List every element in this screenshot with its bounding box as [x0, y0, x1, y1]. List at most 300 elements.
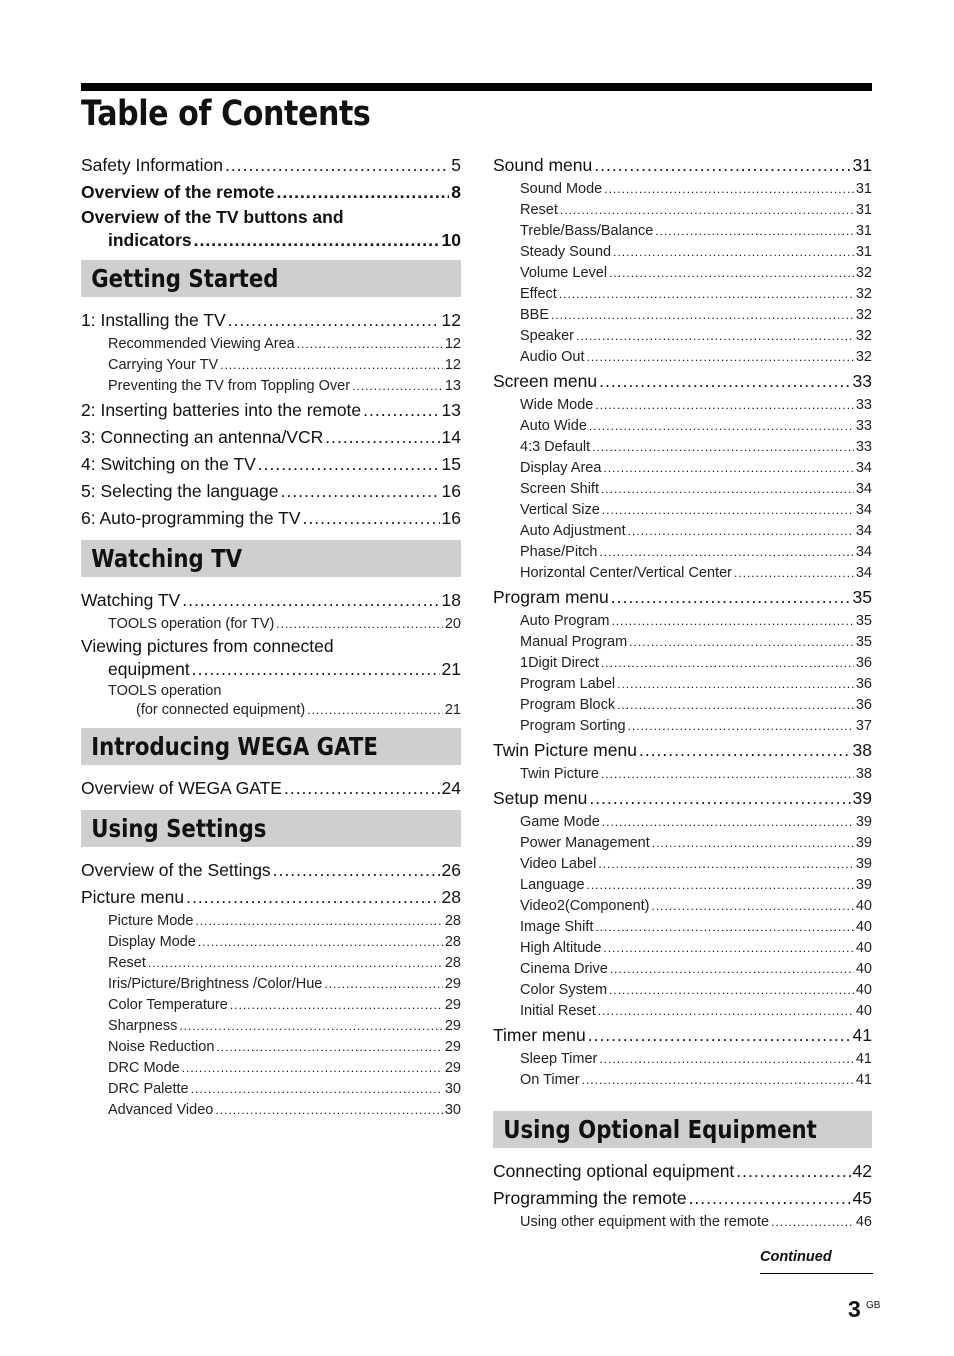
- toc-entry-title: (for connected equipment): [136, 702, 306, 718]
- toc-entry-title: Horizontal Center/Vertical Center: [520, 565, 732, 581]
- continued-label: Continued: [760, 1249, 832, 1265]
- toc-subentry[interactable]: [493, 875, 872, 896]
- toc-entry-title: Auto Program: [520, 613, 610, 629]
- leader-dots: [639, 737, 851, 764]
- toc-subentry[interactable]: [493, 200, 872, 221]
- toc-entry-page: 13: [441, 400, 461, 420]
- toc-subentry[interactable]: [493, 284, 872, 305]
- toc-entry-title: Program Block: [520, 697, 616, 713]
- leader-dots: [215, 1100, 443, 1121]
- toc-entry-page: 10: [441, 230, 461, 250]
- toc-entry-page: 12: [444, 357, 461, 373]
- toc-entry-title: 5: Selecting the language: [81, 481, 279, 501]
- leader-dots: [284, 775, 440, 802]
- toc-entry[interactable]: [493, 737, 872, 764]
- toc-entry-title: Reset: [520, 202, 558, 218]
- leader-dots: [689, 1185, 851, 1212]
- toc-entry-page: 33: [855, 418, 872, 434]
- toc-entry-page: 16: [441, 508, 461, 528]
- toc-entry[interactable]: [493, 785, 872, 812]
- toc-entry-page: 38: [852, 740, 872, 760]
- toc-subentry[interactable]: [493, 959, 872, 980]
- leader-dots: [303, 505, 440, 532]
- toc-entry-title: Noise Reduction: [108, 1039, 215, 1055]
- toc-entry[interactable]: [81, 152, 461, 179]
- toc-subentry[interactable]: [493, 1070, 872, 1091]
- toc-subentry[interactable]: [493, 632, 872, 653]
- toc-entry-title: Audio Out: [520, 349, 585, 365]
- toc-entry-page: 30: [444, 1102, 461, 1118]
- toc-entry-title: Display Mode: [108, 934, 196, 950]
- toc-entry[interactable]: [81, 397, 461, 424]
- toc-entry-page: 30: [444, 1081, 461, 1097]
- leader-dots: [589, 416, 854, 437]
- toc-entry-title: 3: Connecting an antenna/VCR: [81, 427, 324, 447]
- toc-entry-page: 31: [855, 223, 872, 239]
- toc-entry-title: Connecting optional equipment: [493, 1161, 735, 1181]
- toc-subentry[interactable]: [493, 716, 872, 737]
- toc-entry-title: High Altitude: [520, 940, 602, 956]
- toc-subentry[interactable]: [493, 563, 872, 584]
- leader-dots: [603, 458, 853, 479]
- toc-subentry[interactable]: [493, 458, 872, 479]
- toc-group-using-settings: [81, 857, 461, 1121]
- leader-dots: [582, 1070, 854, 1091]
- toc-entry-title: Advanced Video: [108, 1102, 214, 1118]
- leader-dots: [629, 632, 854, 653]
- toc-group-menus: [493, 152, 872, 1091]
- toc-entry-title: Overview of the remote: [81, 182, 275, 202]
- toc-entry-page: 40: [855, 1003, 872, 1019]
- toc-entry-title: Vertical Size: [520, 502, 600, 518]
- toc-entry-page: 46: [855, 1214, 872, 1230]
- leader-dots: [599, 368, 850, 395]
- leader-dots: [587, 347, 854, 368]
- toc-entry-page: 31: [855, 181, 872, 197]
- toc-entry[interactable]: [81, 307, 461, 334]
- toc-entry-title: indicators: [108, 230, 192, 250]
- toc-entry-title: 1Digit Direct: [520, 655, 599, 671]
- toc-entry-title: Power Management: [520, 835, 650, 851]
- toc-entry-page: 33: [855, 397, 872, 413]
- leader-dots: [595, 395, 854, 416]
- toc-subentry[interactable]: [493, 980, 872, 1001]
- toc-entry[interactable]: [493, 1185, 872, 1212]
- toc-entry-page: 26: [441, 860, 461, 880]
- leader-dots: [599, 1049, 853, 1070]
- leader-dots: [617, 674, 854, 695]
- toc-subentry[interactable]: [493, 611, 872, 632]
- toc-subentry[interactable]: [81, 995, 461, 1016]
- toc-entry-page: 34: [855, 565, 872, 581]
- page-number: 3: [848, 1296, 861, 1322]
- toc-subentry-wrap-line1[interactable]: TOOLS operation: [108, 683, 222, 699]
- toc-entry-title: Auto Wide: [520, 418, 587, 434]
- toc-group-watching-tv: [81, 587, 461, 635]
- toc-entry-title: Watching TV: [81, 590, 181, 610]
- toc-entry[interactable]: [493, 368, 872, 395]
- toc-entry[interactable]: [493, 152, 872, 179]
- toc-entry-page: 40: [855, 940, 872, 956]
- toc-subentry[interactable]: [493, 854, 872, 875]
- leader-dots: [559, 284, 854, 305]
- toc-entry-title: Twin Picture menu: [493, 740, 637, 760]
- toc-entry-title: Reset: [108, 955, 146, 971]
- toc-subentry[interactable]: [81, 376, 461, 397]
- leader-dots: [602, 812, 854, 833]
- toc-subentry[interactable]: [81, 701, 461, 720]
- toc-entry-page: 39: [852, 788, 872, 808]
- leader-dots: [771, 1212, 854, 1233]
- toc-entry-page: 41: [855, 1051, 872, 1067]
- toc-entry-page: 41: [855, 1072, 872, 1088]
- leader-dots: [216, 1037, 442, 1058]
- toc-subentry[interactable]: [81, 1100, 461, 1121]
- leader-dots: [601, 653, 854, 674]
- toc-subentry[interactable]: [493, 764, 872, 785]
- leader-dots: [324, 974, 443, 995]
- leader-dots: [194, 229, 440, 252]
- section-title: Introducing WEGA GATE: [91, 732, 378, 761]
- toc-subentry[interactable]: [81, 1016, 461, 1037]
- toc-entry-page: 35: [855, 634, 872, 650]
- toc-subentry[interactable]: [493, 674, 872, 695]
- leader-dots: [551, 305, 854, 326]
- leader-dots: [179, 1016, 443, 1037]
- leader-dots: [198, 932, 443, 953]
- toc-subentry[interactable]: [81, 334, 461, 355]
- toc-entry-title: 6: Auto-programming the TV: [81, 508, 301, 528]
- toc-subentry[interactable]: [493, 521, 872, 542]
- toc-subentry[interactable]: [493, 326, 872, 347]
- toc-entry-page: 39: [855, 814, 872, 830]
- toc-entry-page: 40: [855, 982, 872, 998]
- toc-entry-page: 29: [444, 976, 461, 992]
- toc-subentry[interactable]: [493, 305, 872, 326]
- toc-entry-title: Twin Picture: [520, 766, 599, 782]
- page-suffix: GB: [866, 1300, 881, 1311]
- toc-subentry[interactable]: [81, 355, 461, 376]
- leader-dots: [609, 263, 854, 284]
- toc-left-column: [81, 152, 461, 1121]
- toc-entry-page: 28: [444, 955, 461, 971]
- leader-dots: [598, 854, 854, 875]
- toc-subentry[interactable]: [81, 1037, 461, 1058]
- top-rule: [81, 83, 872, 91]
- toc-entry-page: 42: [852, 1161, 872, 1181]
- toc-entry-page: 32: [855, 328, 872, 344]
- leader-dots: [602, 500, 854, 521]
- toc-entry-page: 39: [855, 835, 872, 851]
- leader-dots: [192, 658, 440, 681]
- leader-dots: [598, 1001, 854, 1022]
- toc-entry-title: Treble/Bass/Balance: [520, 223, 654, 239]
- leader-dots: [281, 478, 440, 505]
- toc-entry[interactable]: [493, 1158, 872, 1185]
- toc-entry-title: Image Shift: [520, 919, 594, 935]
- toc-entry-title: 2: Inserting batteries into the remote: [81, 400, 362, 420]
- toc-subentry[interactable]: [493, 1001, 872, 1022]
- toc-entry-page: 32: [855, 265, 872, 281]
- toc-subentry[interactable]: [493, 695, 872, 716]
- toc-entry[interactable]: [81, 505, 461, 532]
- toc-entry[interactable]: [493, 1022, 872, 1049]
- leader-dots: [273, 857, 440, 884]
- toc-entry-title: 4: Switching on the TV: [81, 454, 256, 474]
- toc-entry-page: 32: [855, 307, 872, 323]
- toc-subentry[interactable]: [493, 653, 872, 674]
- leader-dots: [595, 917, 854, 938]
- leader-dots: [601, 479, 854, 500]
- toc-entry-title: Screen menu: [493, 371, 598, 391]
- leader-dots: [352, 376, 443, 397]
- toc-subentry[interactable]: [81, 1079, 461, 1100]
- toc-entry-page: 38: [855, 766, 872, 782]
- toc-entry-title: Programming the remote: [493, 1188, 687, 1208]
- toc-entry-page: 29: [444, 1039, 461, 1055]
- toc-entry-title: DRC Palette: [108, 1081, 189, 1097]
- toc-entry-page: 21: [441, 659, 461, 679]
- toc-subentry[interactable]: [493, 263, 872, 284]
- toc-entry-title: Wide Mode: [520, 397, 594, 413]
- toc-entry-title: Display Area: [520, 460, 602, 476]
- leader-dots: [230, 995, 443, 1016]
- continued-rule: [760, 1273, 873, 1274]
- toc-entry-page: 31: [855, 244, 872, 260]
- toc-entry-title: Manual Program: [520, 634, 628, 650]
- toc-entry[interactable]: [81, 179, 461, 206]
- leader-dots: [276, 614, 443, 635]
- toc-entry-title: Recommended Viewing Area: [108, 336, 295, 352]
- toc-entry-page: 33: [855, 439, 872, 455]
- leader-dots: [652, 833, 854, 854]
- leader-dots: [560, 200, 854, 221]
- leader-dots: [225, 152, 449, 179]
- toc-entry-page: 34: [855, 502, 872, 518]
- toc-entry-title: Color System: [520, 982, 608, 998]
- toc-entry-title: Program Sorting: [520, 718, 626, 734]
- section-header-watching-tv: [81, 540, 461, 577]
- leader-dots: [220, 355, 443, 376]
- leader-dots: [652, 896, 854, 917]
- toc-entry-title: Video Label: [520, 856, 597, 872]
- toc-subentry[interactable]: [493, 437, 872, 458]
- toc-entry-title: Picture menu: [81, 887, 185, 907]
- toc-entry-page: 21: [444, 702, 461, 718]
- leader-dots: [603, 938, 853, 959]
- leader-dots: [611, 584, 851, 611]
- toc-entry-title: Effect: [520, 286, 557, 302]
- toc-entry-page: 40: [855, 898, 872, 914]
- leader-dots: [148, 953, 443, 974]
- leader-dots: [655, 221, 854, 242]
- toc-entry-title: 1: Installing the TV: [81, 310, 226, 330]
- toc-entry-page: 40: [855, 919, 872, 935]
- toc-entry-page: 36: [855, 676, 872, 692]
- toc-subentry[interactable]: [493, 1049, 872, 1070]
- toc-subentry[interactable]: [493, 917, 872, 938]
- toc-entry-page: 45: [852, 1188, 872, 1208]
- toc-subentry[interactable]: [493, 347, 872, 368]
- leader-dots: [186, 884, 439, 911]
- toc-entry-title: TOOLS operation (for TV): [108, 616, 275, 632]
- toc-entry[interactable]: [81, 451, 461, 478]
- toc-subentry[interactable]: [493, 1212, 872, 1233]
- toc-entry-title: Sound menu: [493, 155, 593, 175]
- section-title: Using Settings: [91, 814, 267, 843]
- toc-entry-page: 28: [444, 913, 461, 929]
- leader-dots: [363, 397, 439, 424]
- toc-entry-page: 34: [855, 460, 872, 476]
- section-header-using-optional-equipment: [493, 1111, 872, 1148]
- toc-entry-title: Using other equipment with the remote: [520, 1214, 770, 1230]
- toc-subentry[interactable]: [493, 500, 872, 521]
- toc-entry-title: Steady Sound: [520, 244, 612, 260]
- toc-entry-page: 34: [855, 523, 872, 539]
- leader-dots: [610, 959, 854, 980]
- toc-entry[interactable]: [81, 587, 461, 614]
- toc-subentry[interactable]: [81, 932, 461, 953]
- toc-entry[interactable]: [81, 857, 461, 884]
- toc-subentry[interactable]: [493, 833, 872, 854]
- toc-entry-page: 32: [855, 349, 872, 365]
- toc-entry-title: Overview of the Settings: [81, 860, 271, 880]
- toc-entry-page: 15: [441, 454, 461, 474]
- toc-subentry[interactable]: [81, 911, 461, 932]
- toc-entry-page: 12: [441, 310, 461, 330]
- toc-entry-page: 31: [852, 155, 872, 175]
- toc-subentry[interactable]: [81, 614, 461, 635]
- toc-entry-page: 12: [444, 336, 461, 352]
- toc-subentry[interactable]: [493, 479, 872, 500]
- toc-entry-title: Picture Mode: [108, 913, 194, 929]
- toc-entry[interactable]: [81, 229, 461, 252]
- leader-dots: [228, 307, 440, 334]
- toc-entry-page: 13: [444, 378, 461, 394]
- toc-entry[interactable]: [81, 658, 461, 681]
- toc-entry-title: Sound Mode: [520, 181, 603, 197]
- toc-group-optional-equipment: [493, 1158, 872, 1233]
- toc-entry-page: 18: [441, 590, 461, 610]
- leader-dots: [307, 701, 443, 720]
- toc-subentry[interactable]: [493, 938, 872, 959]
- toc-right-column: [493, 152, 872, 1233]
- leader-dots: [182, 1058, 443, 1079]
- leader-dots: [734, 563, 854, 584]
- toc-entry-title: Screen Shift: [520, 481, 599, 497]
- toc-entry[interactable]: [81, 424, 461, 451]
- toc-entry-title: Overview of WEGA GATE: [81, 778, 282, 798]
- toc-subentry[interactable]: [493, 221, 872, 242]
- toc-entry[interactable]: [81, 775, 461, 802]
- toc-entry-page: 24: [441, 778, 461, 798]
- toc-entry[interactable]: [81, 478, 461, 505]
- toc-entry-title: Carrying Your TV: [108, 357, 219, 373]
- toc-entry-title: Cinema Drive: [520, 961, 608, 977]
- toc-subentry[interactable]: [493, 416, 872, 437]
- toc-entry-page: 34: [855, 481, 872, 497]
- toc-entry-title: Video2(Component): [520, 898, 650, 914]
- leader-dots: [617, 695, 854, 716]
- toc-subentry[interactable]: [493, 812, 872, 833]
- toc-group-wega-gate: [81, 775, 461, 802]
- toc-subentry[interactable]: [493, 896, 872, 917]
- toc-subentry[interactable]: [493, 179, 872, 200]
- leader-dots: [628, 521, 854, 542]
- toc-entry-page: 37: [855, 718, 872, 734]
- section-header-wega-gate: [81, 728, 461, 765]
- toc-entry-wrap-line1[interactable]: Overview of the TV buttons and: [81, 207, 344, 227]
- toc-entry-title: DRC Mode: [108, 1060, 180, 1076]
- toc-entry-title: BBE: [520, 307, 550, 323]
- leader-dots: [325, 424, 439, 451]
- leader-dots: [277, 179, 450, 206]
- toc-subentry[interactable]: [81, 1058, 461, 1079]
- toc-entry[interactable]: [493, 584, 872, 611]
- toc-entry-page: 33: [852, 371, 872, 391]
- toc-entry-title: Program Label: [520, 676, 616, 692]
- toc-entry[interactable]: [81, 884, 461, 911]
- toc-subentry[interactable]: [493, 395, 872, 416]
- toc-entry-page: 36: [855, 655, 872, 671]
- leader-dots: [609, 980, 854, 1001]
- toc-entry-page: 29: [444, 1018, 461, 1034]
- toc-entry-page: 8: [451, 182, 461, 202]
- toc-entry-page: 28: [444, 934, 461, 950]
- leader-dots: [191, 1079, 443, 1100]
- toc-entry-page: 16: [441, 481, 461, 501]
- toc-subentry[interactable]: [81, 953, 461, 974]
- toc-entry-title: Volume Level: [520, 265, 608, 281]
- toc-entry-title: Program menu: [493, 587, 609, 607]
- toc-entry-title: Safety Information: [81, 155, 224, 175]
- leader-dots: [588, 1022, 851, 1049]
- toc-entry-page: 32: [855, 286, 872, 302]
- section-header-getting-started: [81, 260, 461, 297]
- toc-entry-title: Sleep Timer: [520, 1051, 598, 1067]
- toc-entry-title: Timer menu: [493, 1025, 586, 1045]
- leader-dots: [576, 326, 854, 347]
- toc-entry-page: 39: [855, 856, 872, 872]
- leader-dots: [628, 716, 854, 737]
- toc-subentry[interactable]: [493, 242, 872, 263]
- leader-dots: [599, 542, 853, 563]
- toc-entry-wrap-line1[interactable]: Viewing pictures from connected: [81, 636, 334, 656]
- toc-entry-page: 39: [855, 877, 872, 893]
- page-title: Table of Contents: [81, 94, 371, 134]
- toc-entry-page: 28: [441, 887, 461, 907]
- toc-entry-title: Phase/Pitch: [520, 544, 598, 560]
- section-header-using-settings: [81, 810, 461, 847]
- toc-entry-page: 31: [855, 202, 872, 218]
- toc-group-getting-started: [81, 307, 461, 532]
- toc-entry-title: Game Mode: [520, 814, 600, 830]
- leader-dots: [592, 437, 854, 458]
- toc-entry-title: Setup menu: [493, 788, 588, 808]
- leader-dots: [587, 875, 854, 896]
- toc-entry-page: 35: [852, 587, 872, 607]
- toc-entry-title: Language: [520, 877, 585, 893]
- toc-entry-page: 36: [855, 697, 872, 713]
- toc-entry-page: 5: [451, 155, 461, 175]
- toc-subentry[interactable]: [493, 542, 872, 563]
- toc-entry-page: 29: [444, 1060, 461, 1076]
- toc-entry-page: 14: [441, 427, 461, 447]
- toc-entry-title: Preventing the TV from Toppling Over: [108, 378, 351, 394]
- leader-dots: [604, 179, 854, 200]
- toc-subentry[interactable]: [81, 974, 461, 995]
- toc-entry-title: Auto Adjustment: [520, 523, 626, 539]
